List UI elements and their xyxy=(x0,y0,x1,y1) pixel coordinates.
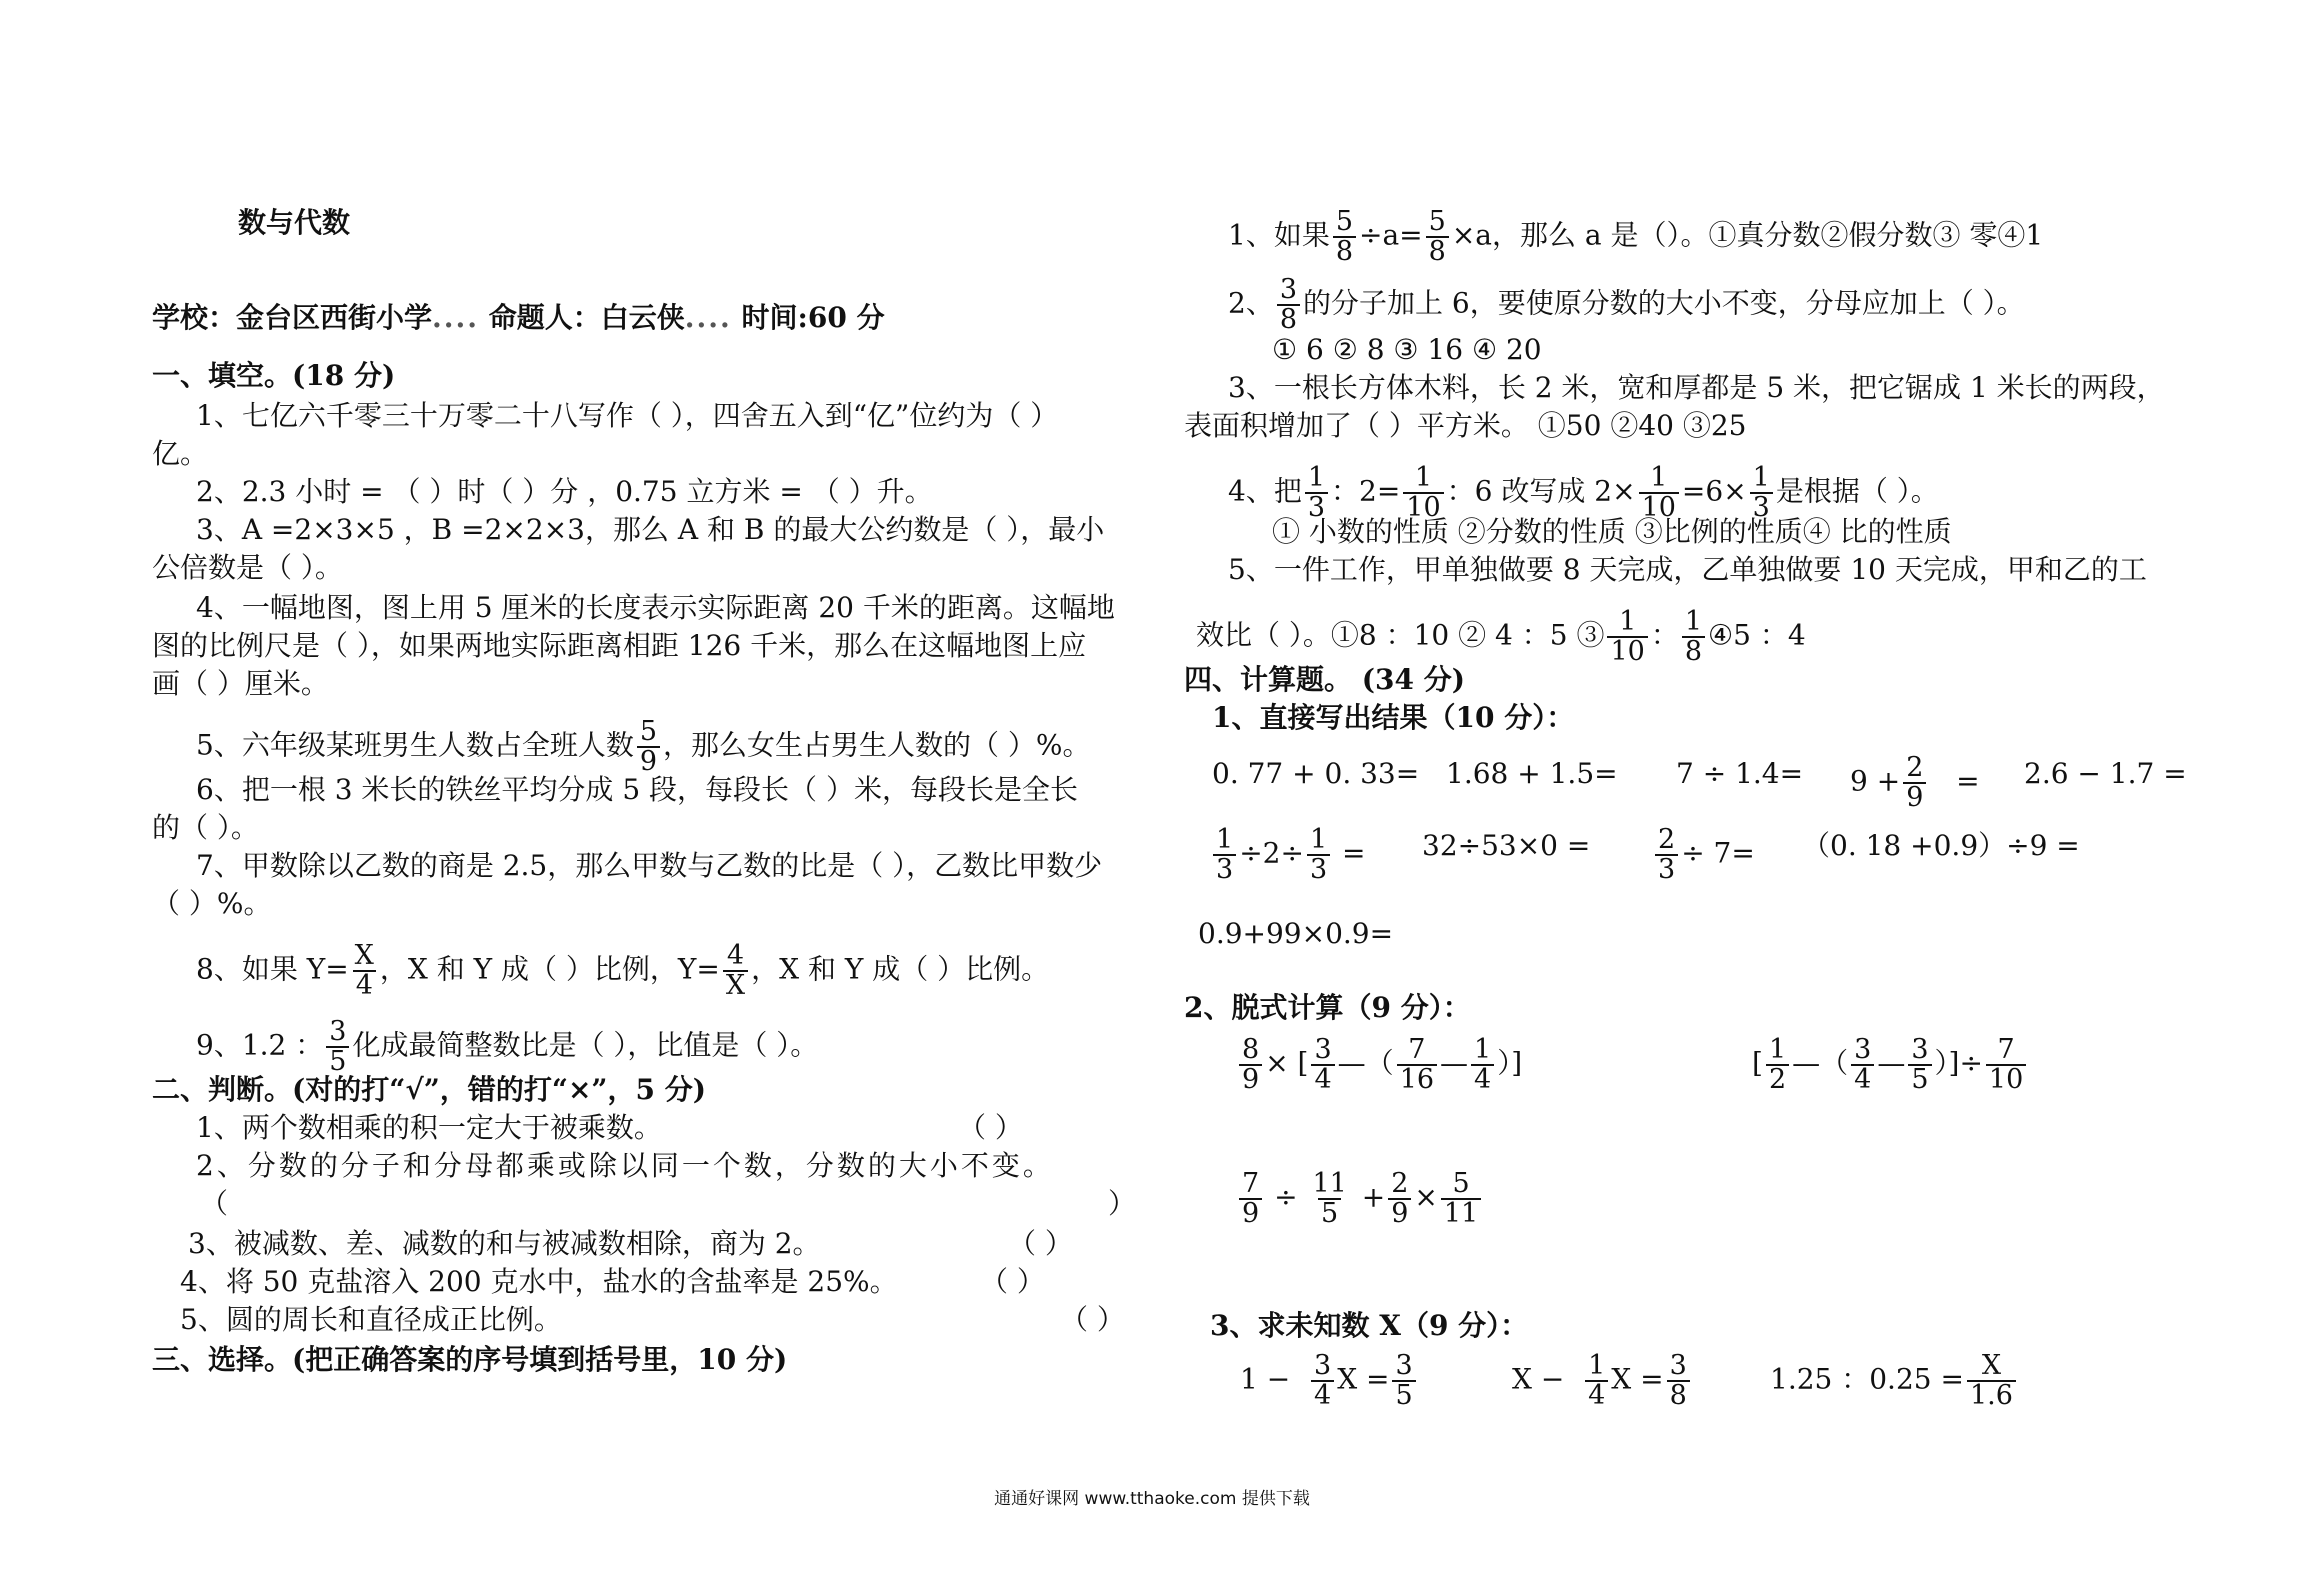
question-1-1: 1、七亿六千零三十万零二十八写作（ ），四舍五入到“亿”位约为（ ） xyxy=(196,399,1059,432)
section-judge-heading: 二、判断。(对的打“√”，错的打“×”，5 分) xyxy=(152,1073,707,1106)
section-calc-heading: 四、计算题。 (34 分) xyxy=(1184,663,1465,696)
equation-1: 1 − $\frac{3}{4}$ X = $\frac{3}{5}$ xyxy=(1240,1352,1419,1410)
fraction: $\frac{3}{5}$ xyxy=(326,1018,349,1076)
question-1-4-cont: 图的比例尺是（ ），如果两地实际距离相距 126 千米，那么在这幅地图上应 xyxy=(152,629,1087,662)
fraction: $\frac{X}{1.6}$ xyxy=(1967,1352,2016,1410)
question-1-9: 9、1.2 ： $\frac{3}{5}$ 化成最简整数比是（ ），比值是（ ）。 xyxy=(196,1016,819,1077)
judge-2: 2、分数的分子和分母都乘或除以同一个数，分数的大小不变。 xyxy=(196,1149,1054,1182)
question-1-6-cont: 的（ ）。 xyxy=(152,811,259,844)
judge-2-paren-left: （ xyxy=(200,1187,229,1220)
calc-1-b: 1.68 + 1.5= xyxy=(1446,757,1618,790)
fraction: $\frac{1}{4}$ xyxy=(1471,1036,1494,1094)
page-title: 数与代数 xyxy=(238,206,351,239)
fraction: $\frac{5}{8}$ xyxy=(1426,208,1449,266)
fraction: $\frac{X}{4}$ xyxy=(354,940,374,1001)
fraction: $\frac{1}{2}$ xyxy=(1766,1036,1789,1094)
calc-1-f: $\frac{1}{3}$ ÷2÷ $\frac{1}{3}$ = xyxy=(1210,826,1366,884)
choice-5: 5、一件工作，甲单独做要 8 天完成，乙单独做要 10 天完成，甲和乙的工 xyxy=(1228,553,2147,586)
judge-2-paren-right: ） xyxy=(1108,1187,1137,1220)
calc-part-3: 3、求未知数 X（9 分）： xyxy=(1210,1309,1529,1342)
choice-3-cont: 表面积增加了（ ）平方米。 ①50 ②40 ③25 xyxy=(1184,409,1747,442)
fraction: $\frac{3}{8}$ xyxy=(1667,1352,1690,1410)
fraction: $\frac{7}{10}$ xyxy=(1986,1036,2026,1094)
fraction: $\frac{1}{10}$ xyxy=(1403,464,1443,522)
fraction: $\frac{7}{16}$ xyxy=(1397,1036,1437,1094)
fraction: $\frac{1}{10}$ xyxy=(1607,608,1647,666)
header-line: 学校：金台区西街小学.... 命题人：白云侠.... 时间:60 分 xyxy=(152,301,885,334)
section-fill-in-heading: 一、填空。(18 分) xyxy=(152,359,396,392)
question-1-4-cont2: 画（ ）厘米。 xyxy=(152,667,329,700)
question-1-2: 2、2.3 小时 = （ ）时（ ）分 ，0.75 立方米 = （ ）升。 xyxy=(196,475,933,508)
judge-4: 4、将 50 克盐溶入 200 克水中，盐水的含盐率是 25%。 xyxy=(180,1265,898,1298)
expr-2: [ $\frac{1}{2}$ —（ $\frac{3}{4}$ — $\frac{3}{5}$ ）]÷ $\frac{7}{10}$ xyxy=(1752,1036,2029,1094)
fraction: $\frac{2}{9}$ xyxy=(1388,1170,1411,1228)
question-1-7: 7、甲数除以乙数的商是 2.5，那么甲数与乙数的比是（ ），乙数比甲数少 xyxy=(196,849,1103,882)
calc-1-d: 9 + $\frac{2}{9}$ = xyxy=(1850,752,1980,813)
fraction: $\frac{3}{5}$ xyxy=(1392,1352,1415,1410)
question-1-3: 3、A =2×3×5 ，B =2×2×3，那么 A 和 B 的最大公约数是（ ），最小 xyxy=(196,513,1105,546)
judge-4-paren: （ ） xyxy=(980,1265,1045,1298)
expr-3: $\frac{7}{9}$ ÷ $\frac{11}{5}$ + $\frac{2}{9}$ × $\frac{5}{11}$ xyxy=(1236,1170,1484,1228)
question-1-1-cont: 亿。 xyxy=(152,437,209,470)
question-1-8: 8、如果 Y= $\frac{X}{4}$ ，X 和 Y 成（ ）比例，Y= $\frac{4}{X}$ ，X 和 Y 成（ ）比例。 xyxy=(196,940,1050,1001)
footer-source: 通通好课网 www.tthaoke.com 提供下载 xyxy=(994,1489,1310,1509)
judge-1-paren: （ ） xyxy=(958,1111,1023,1144)
calc-1-j: 0.9+99×0.9= xyxy=(1198,917,1394,950)
choice-3: 3、一根长方体木料，长 2 米，宽和厚都是 5 米，把它锯成 1 米长的两段， xyxy=(1228,371,2165,404)
question-1-7-cont: （ ）%。 xyxy=(152,887,272,920)
equation-2: X − $\frac{1}{4}$ X = $\frac{3}{8}$ xyxy=(1512,1352,1693,1410)
fraction: $\frac{7}{9}$ xyxy=(1239,1170,1262,1228)
calc-part-1: 1、直接写出结果（10 分）： xyxy=(1212,701,1575,734)
judge-5: 5、圆的周长和直径成正比例。 xyxy=(180,1303,562,1336)
calc-1-c: 7 ÷ 1.4= xyxy=(1676,757,1804,790)
fraction: $\frac{11}{5}$ xyxy=(1312,1168,1347,1229)
section-choice-heading: 三、选择。(把正确答案的序号填到括号里，10 分) xyxy=(152,1343,788,1376)
setter-label: 命题人：白云侠 xyxy=(488,301,685,334)
question-1-5: 5、六年级某班男生人数占全班人数 $\frac{5}{9}$ ，那么女生占男生人数的（ ）%。 xyxy=(196,716,1091,777)
fraction: $\frac{2}{9}$ xyxy=(1903,754,1926,812)
calc-1-g: 32÷53×0 = xyxy=(1422,829,1591,862)
question-1-3-cont: 公倍数是（ ）。 xyxy=(152,551,343,584)
fraction: $\frac{5}{9}$ xyxy=(637,718,660,776)
school-label: 学校：金台区西街小学 xyxy=(152,301,433,334)
choice-5-cont: 效比（ ）。①8 ：10 ② 4 ：5 ③ $\frac{1}{10}$ ： $\frac{1}{8}$ ④5 ：4 xyxy=(1196,606,1806,667)
choice-4: 4、把 $\frac{1}{3}$ ：2= $\frac{1}{10}$ ：6 改写成 2× $\frac{1}{10}$ =6× $\frac{1}{3}$ 是根据（ ）。 xyxy=(1228,462,1939,523)
fraction: $\frac{3}{4}$ xyxy=(1311,1036,1334,1094)
calc-1-i: （0. 18 +0.9）÷9 = xyxy=(1802,829,2080,862)
question-1-4: 4、一幅地图，图上用 5 厘米的长度表示实际距离 20 千米的距离。这幅地 xyxy=(196,591,1115,624)
judge-3: 3、被减数、差、减数的和与被减数相除，商为 2。 xyxy=(188,1227,821,1260)
fraction: $\frac{1}{3}$ xyxy=(1213,826,1236,884)
fraction: $\frac{1}{3}$ xyxy=(1750,464,1773,522)
fraction: $\frac{5}{11}$ xyxy=(1441,1170,1481,1228)
judge-3-paren: （ ） xyxy=(1008,1227,1073,1260)
choice-4-options: ① 小数的性质 ②分数的性质 ③比例的性质④ 比的性质 xyxy=(1272,515,1952,548)
fraction: $\frac{3}{4}$ xyxy=(1851,1036,1874,1094)
calc-part-2: 2、脱式计算（9 分）： xyxy=(1184,991,1471,1024)
time-label: 时间:60 分 xyxy=(741,301,885,334)
fraction: $\frac{8}{9}$ xyxy=(1239,1036,1262,1094)
calc-1-e: 2.6 − 1.7 = xyxy=(2024,757,2187,790)
fraction: $\frac{3}{4}$ xyxy=(1311,1352,1334,1410)
judge-1: 1、两个数相乘的积一定大于被乘数。 xyxy=(196,1111,662,1144)
calc-1-h: $\frac{2}{3}$ ÷ 7= xyxy=(1652,826,1755,884)
fraction: $\frac{5}{8}$ xyxy=(1333,208,1356,266)
fraction: $\frac{1}{8}$ xyxy=(1682,608,1705,666)
choice-2-options: ① 6 ② 8 ③ 16 ④ 20 xyxy=(1272,333,1542,366)
fraction: $\frac{1}{3}$ xyxy=(1307,826,1330,884)
choice-1: 1、如果 $\frac{5}{8}$ ÷a= $\frac{5}{8}$ ×a，那么 a 是（）。①真分数②假分数③ 零④1 xyxy=(1228,206,2044,267)
calc-1-a: 0. 77 + 0. 33= xyxy=(1212,757,1420,790)
fraction: $\frac{4}{X}$ xyxy=(723,942,748,1000)
equation-3: 1.25 ：0.25 = $\frac{X}{1.6}$ xyxy=(1770,1352,2019,1410)
fraction: $\frac{2}{3}$ xyxy=(1655,826,1678,884)
expr-1: $\frac{8}{9}$ × [ $\frac{3}{4}$ —（ $\frac{7}{16}$ — $\frac{1}{4}$ ）] xyxy=(1236,1036,1522,1094)
fraction: $\frac{3}{8}$ xyxy=(1277,276,1300,334)
fraction: $\frac{1}{4}$ xyxy=(1585,1352,1608,1410)
question-1-6: 6、把一根 3 米长的铁丝平均分成 5 段，每段长（ ）米，每段长是全长 xyxy=(196,773,1078,806)
fraction: $\frac{1}{3}$ xyxy=(1305,464,1328,522)
judge-5-paren: （ ） xyxy=(1060,1303,1125,1336)
choice-2: 2、 $\frac{3}{8}$ 的分子加上 6，要使原分数的大小不变，分母应加上（ ）。 xyxy=(1228,274,2025,335)
fraction: $\frac{3}{5}$ xyxy=(1908,1036,1931,1094)
fraction: $\frac{1}{10}$ xyxy=(1639,464,1679,522)
